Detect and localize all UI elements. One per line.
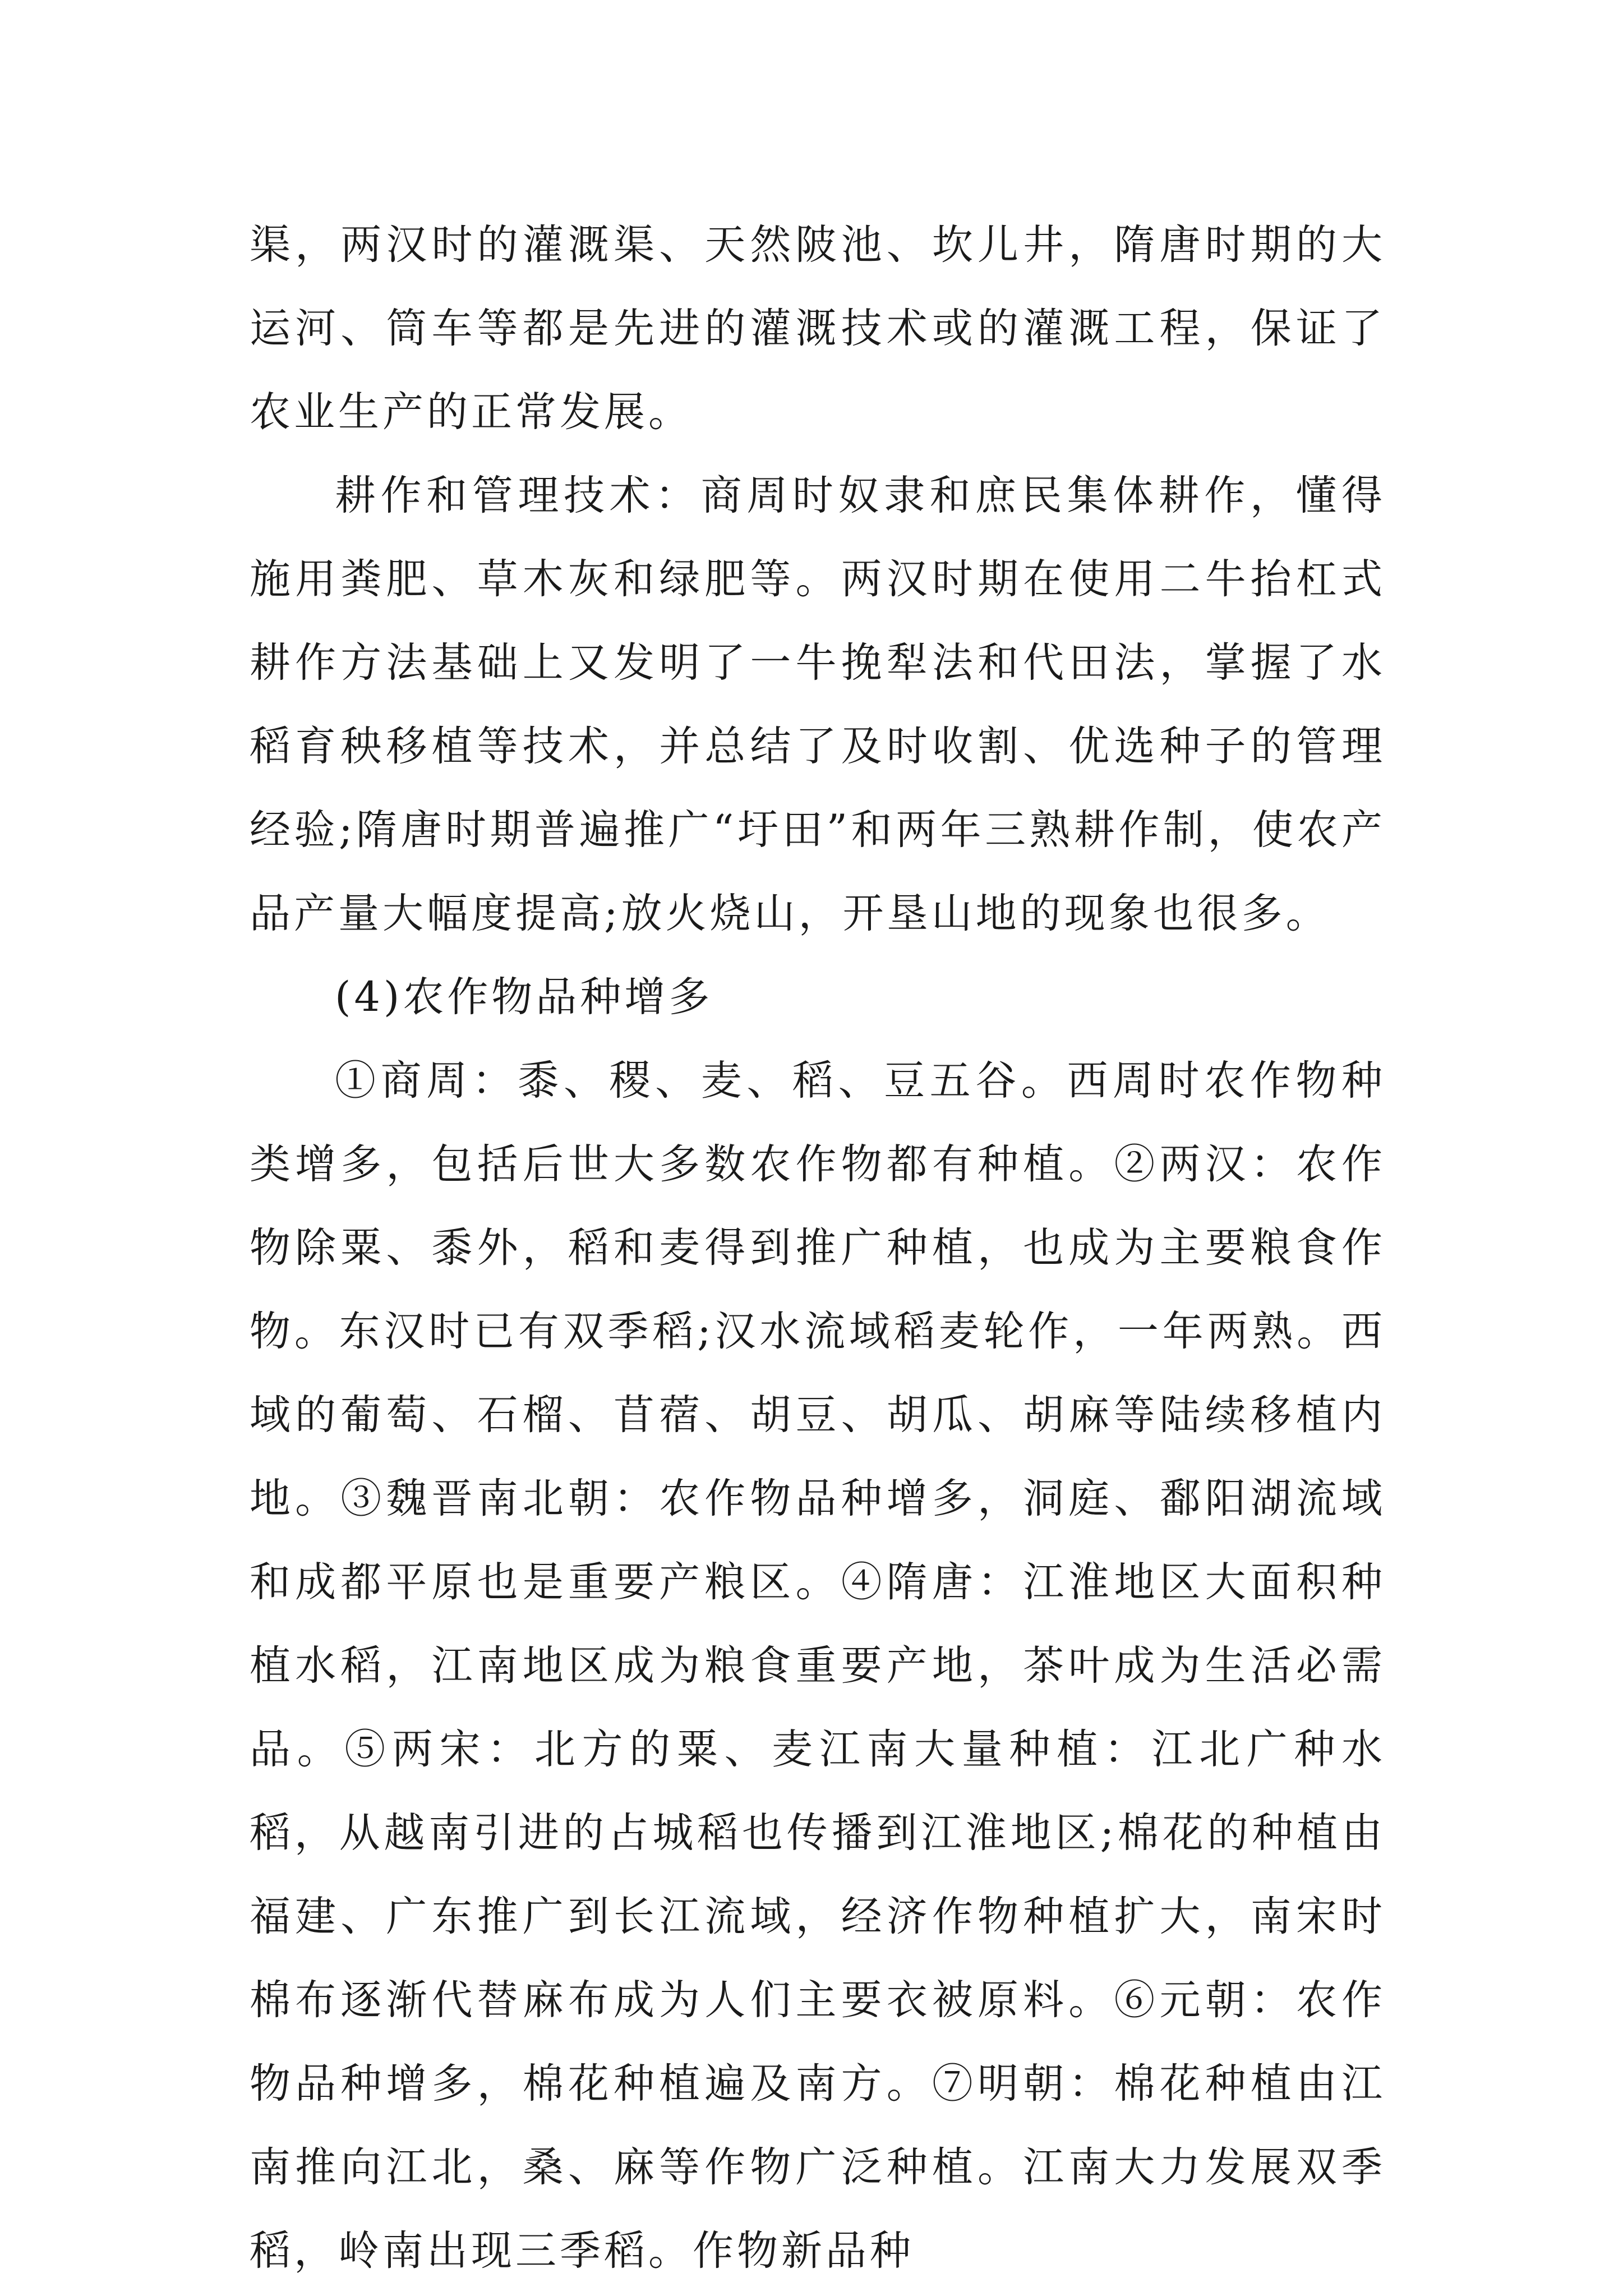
section-heading: (4)农作物品种增多 <box>335 973 713 1021</box>
paragraph-irrigation: 渠，两汉时的灌溉渠、天然陂池、坎儿井，隋唐时期的大运河、筒车等都是先进的灌溉技术或的灌溉工程，保证了农业生产的正常发展。 <box>250 221 1386 436</box>
body-text <box>250 203 1386 2293</box>
paragraph-crop-varieties: ①商周：黍、稷、麦、稻、豆五谷。西周时农作物种类增多，包括后世大多数农作物都有种植。②两汉：农作物除粟、黍外，稻和麦得到推广种植，也成为主要粮食作物。东汉时已有双季稻;汉水流域稻麦轮作，一年两熟。西域的葡萄、石榴、苜蓿、胡豆、胡瓜、胡麻等陆续移植内地。③魏晋南北朝：农作物品种增多，洞庭、鄱阳湖流域和成都平原也是重要产粮区。④隋唐：江淮地区大面积种植水稻，江南地区成为粮食重要产地，茶叶成为生活必需品。⑤两宋：北方的粟、麦江南大量种植：江北广种水稻，从越南引进的占城稻也传播到江淮地区;棉花的种植由福建、广东推广到长江流域，经济作物种植扩大，南宋时棉布逐渐代替麻布成为人们主要衣被原料。⑥元朝：农作物品种增多，棉花种植遍及南方。⑦明朝：棉花种植由江南推向江北，桑、麻等作物广泛种植。江南大力发展双季稻，岭南出现三季稻。作物新品种 <box>250 1057 1386 2275</box>
paragraph-farming-management: 耕作和管理技术：商周时奴隶和庶民集体耕作，懂得施用粪肥、草木灰和绿肥等。两汉时期在使用二牛抬杠式耕作方法基础上又发明了一牛挽犁法和代田法，掌握了水稻育秧移植等技术，并总结了及时收割、优选种子的管理经验;隋唐时期普遍推广“圩田”和两年三熟耕作制，使农产品产量大幅度提高;放火烧山，开垦山地的现象也很多。 <box>250 472 1386 937</box>
